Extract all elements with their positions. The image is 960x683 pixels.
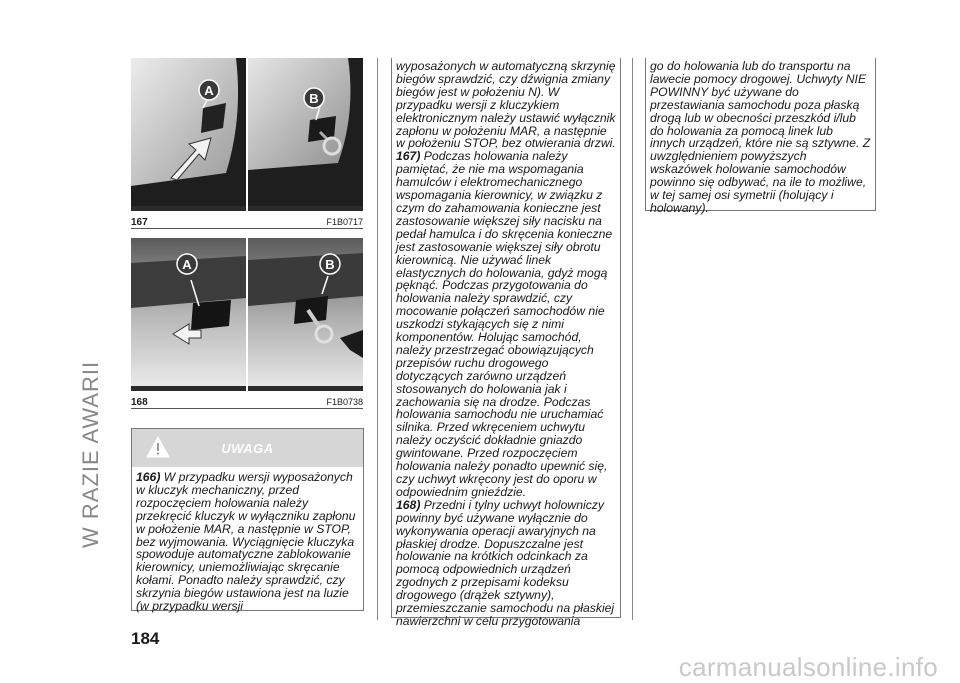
warning-title: UWAGA [221, 440, 274, 456]
paragraph-continued-right: go do holowania lub do transportu na lawecie pomocy drogowej. Uchwyty NIE POWINNY być używane do przestawiania samochodu poza płaską drogą lub w obecności przeszkód i/lub do holowania za pomocą linek lub innych urządzeń, które nie są sztywne. Z uwzględnieniem powyższych wskazówek holowanie samochodów powinno się odbywać, na ile to możliwe, w tej samej osi symetrii (holujący i holowany). [650, 59, 871, 215]
figure-167-photo-a [131, 58, 246, 211]
page-number: 184 [131, 629, 160, 648]
figure-168-label-a: A [182, 257, 192, 272]
text-column-right [645, 58, 876, 215]
column-divider-right [632, 58, 633, 620]
warning-paragraph-166 [132, 467, 363, 613]
note-number-167: 167) [396, 149, 421, 164]
note-number-166: 166) [136, 470, 161, 484]
column-divider-left [377, 58, 378, 620]
note-text-168: Przedni i tylny uchwyt holowniczy powinny być używane wyłącznie do wykonywania operacji awaryjnych na płaskiej drodze. Dopuszczalne jest holowanie na krótkich odcinkach za pomocą odpowiednich urządzeń zgodnych z przepisami kodeksu drogowego (drążek sztywny), przemieszczanie samochodu na płaskiej nawierzchni w celu przygotowania [396, 497, 615, 628]
warning-header [132, 429, 363, 467]
section-title-text: W RAZIE AWARII [78, 360, 103, 548]
text-column-middle [391, 58, 621, 628]
figure-167-photos [131, 58, 363, 211]
figure-167-label-a: A [204, 83, 214, 98]
figure-167-photo-b [248, 58, 363, 211]
figure-167-caption [131, 217, 363, 228]
section-title-vertical [78, 48, 103, 548]
figure-168-photo-a [131, 238, 246, 391]
figure-167-number: 167 [131, 217, 148, 228]
paragraph-continued: wyposażonych w automatyczną skrzynię biegów sprawdzić, czy dźwignia zmiany biegów jest w położeniu N). W przypadku wersji z kluczykiem elektronicznym należy ustawić wyłącznik zapłonu w położeniu MAR, a następnie w położeniu STOP, bez otwierania drzwi. [396, 59, 616, 151]
watermark: carmanualsonline.info [678, 652, 938, 682]
figure-168-photo-b [248, 238, 363, 391]
paragraph-168 [396, 499, 616, 628]
figure-168-photos [131, 238, 363, 391]
figure-168 [131, 238, 363, 409]
figure-167 [131, 58, 363, 229]
figure-167-label-b: B [309, 91, 319, 106]
note-text-166: W przypadku wersji wyposażonych w kluczyk mechaniczny, przed rozpoczęciem holowania należy przekręcić kluczyk w wyłączniku zapłonu w położenie MAR, a następnie w STOP, bez wyjmowania. Wyciągnięcie kluczyka spowoduje automatyczne zablokowanie kierownicy, uniemożliwiając skręcanie kołami. Ponadto należy sprawdzić, czy skrzynia biegów ustawiona jest na luzie (w przypadku wersji [136, 470, 356, 614]
figure-168-number: 168 [131, 397, 148, 408]
figure-168-label-b: B [325, 257, 335, 272]
note-text-167: Podczas holowania należy pamiętać, że nie ma wspomagania hamulców i elektromechanicznego wspomagania kierownicy, w związku z czym do zahamowania konieczne jest zastosowanie większej siły nacisku na pedał hamulca i do skręcenia konieczne jest zastosowanie większej siły obrotu kierownicą. Nie używać linek elastycznych do holowania, gdyż mogą pęknąć. Podczas przygotowania do holowania należy sprawdzić, czy mocowanie połączeń samochodów nie uszkodzi stykających się z nimi komponentów. Holując samochód, należy przestrzegać obowiązujących przepisów ruchu drogowego dotyczących zarówno urządzeń stosowanych do holowania jak i zachowania się na drodze. Podczas holowania samochodu nie uruchamiać silnika. Przed wkręceniem uchwytu należy oczyścić dokładnie gniazdo gwintowane. Przed rozpoczęciem holowania należy ponadto upewnić się, czy uchwyt wkręcony jest do oporu w odpowiednim gnieździe. [396, 149, 613, 499]
figure-168-code: F1B0738 [326, 397, 363, 407]
note-number-168: 168) [396, 497, 421, 512]
figure-167-code: F1B0717 [326, 217, 363, 227]
warning-triangle-icon [145, 435, 171, 459]
warning-box [131, 428, 364, 614]
figure-168-caption [131, 397, 363, 408]
paragraph-167 [396, 150, 616, 498]
